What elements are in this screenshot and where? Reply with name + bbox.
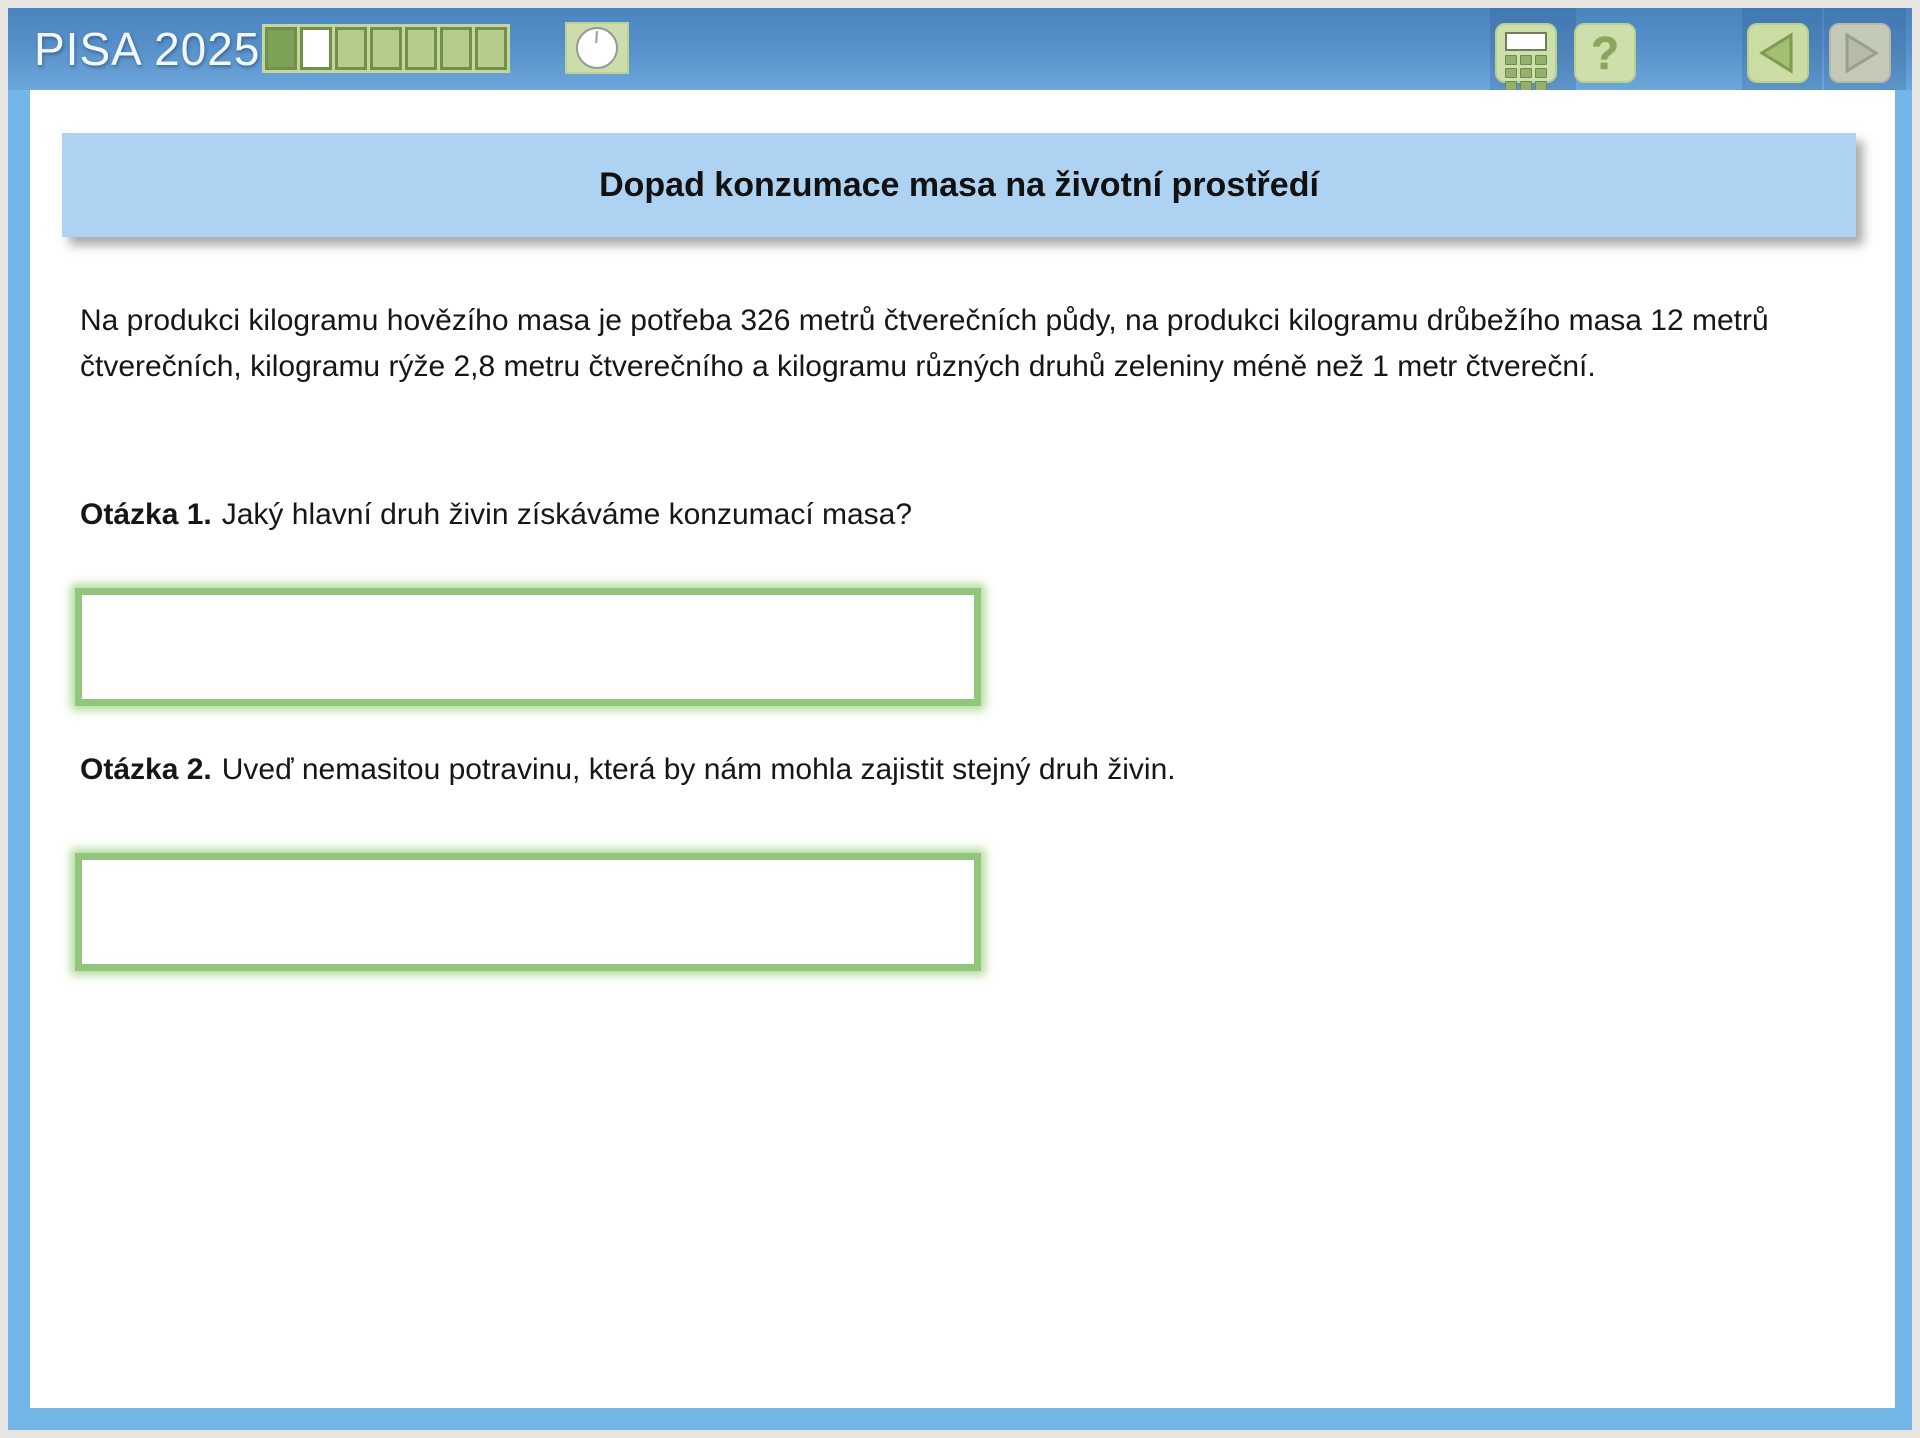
progress-cell-current	[300, 27, 332, 70]
frame-bottom-edge	[8, 1408, 1912, 1430]
question-2-label: Otázka 2.	[80, 753, 212, 786]
progress-cell-todo	[335, 27, 367, 70]
question-1	[80, 498, 912, 532]
question-mark-icon: ?	[1590, 27, 1620, 79]
forward-button-disabled[interactable]	[1829, 23, 1891, 83]
frame-left-edge	[8, 90, 30, 1430]
arrow-right-icon	[1835, 30, 1885, 76]
progress-cell-done	[265, 27, 297, 70]
progress-cell-todo	[440, 27, 472, 70]
progress-cell-todo	[370, 27, 402, 70]
question-1-label: Otázka 1.	[80, 498, 212, 531]
unit-title-banner	[62, 133, 1856, 237]
clock-icon	[576, 27, 618, 69]
question-1-prompt: Jaký hlavní druh živin získáváme konzumací masa?	[221, 498, 913, 531]
frame-right-edge	[1895, 90, 1912, 1430]
question-1-answer-input[interactable]	[75, 588, 981, 706]
stimulus-text: Na produkci kilogramu hovězího masa je potřeba 326 metrů čtverečních půdy, na produkci kilogramu drůbežího masa 12 metrů čtverečních, kilogramu rýže 2,8 metru čtverečního a kilogramu různých druhů zeleniny méně než 1 metr čtvereční.	[80, 304, 1769, 383]
unit-title: Dopad konzumace masa na životní prostředí	[599, 165, 1319, 204]
unit-content	[30, 90, 1895, 1408]
question-2-answer-input[interactable]	[75, 853, 981, 971]
top-bar	[8, 8, 1912, 90]
question-2-prompt: Uveď nemasitou potravinu, která by nám mohla zajistit stejný druh živin.	[221, 753, 1176, 786]
progress-indicator	[262, 24, 510, 73]
pisa-brand-logo: PISA 2025	[34, 23, 261, 75]
progress-cell-todo	[405, 27, 437, 70]
arrow-left-icon	[1753, 30, 1803, 76]
calculator-button[interactable]	[1495, 23, 1557, 83]
progress-cell-todo	[475, 27, 507, 70]
back-button[interactable]	[1747, 23, 1809, 83]
timer-button[interactable]	[565, 22, 629, 74]
question-2	[80, 753, 1176, 787]
test-window	[8, 8, 1912, 1430]
calculator-icon	[1497, 32, 1555, 91]
help-button[interactable]	[1574, 23, 1636, 83]
